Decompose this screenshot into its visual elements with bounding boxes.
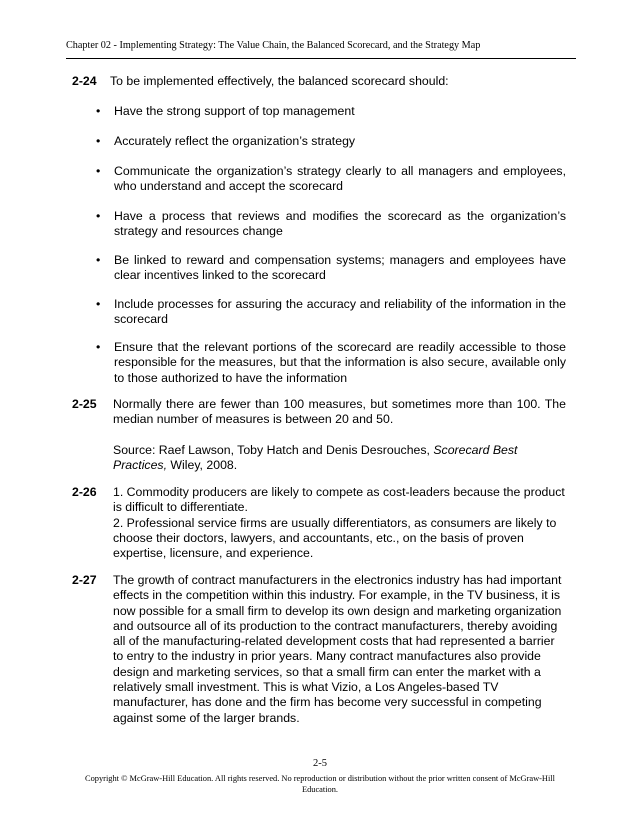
bullet-marker: •: [96, 104, 101, 118]
list-item-text: Ensure that the relevant portions of the scorecard are readily accessible to those responsible for the measures, but that the information is also secure, available only to those authorized to have the information: [114, 340, 566, 385]
question-2-25: [72, 397, 566, 473]
question-lead-text: To be implemented effectively, the balanced scorecard should:: [110, 74, 449, 88]
source-citation: [113, 443, 566, 474]
citation-publisher: Wiley, 2008.: [167, 457, 238, 472]
copyright-notice: Copyright © McGraw-Hill Education. All rights reserved. No reproduction or distribution without the prior written consent of McGraw-Hill Education.: [85, 774, 555, 794]
list-item: [72, 340, 566, 386]
header-rule: [66, 58, 576, 59]
running-header: Chapter 02 - Implementing Strategy: The Value Chain, the Balanced Scorecard, and the Strategy Map: [66, 40, 481, 51]
list-item-text: Communicate the organization’s strategy clearly to all managers and employees, who understand and accept the scorecard: [114, 164, 566, 194]
answer-paragraph: Normally there are fewer than 100 measures, but sometimes more than 100. The median number of measures is between 20 and 50.: [113, 397, 566, 427]
list-item: [72, 253, 566, 284]
citation-authors: Source: Raef Lawson, Toby Hatch and Denis Desrouches,: [113, 442, 434, 457]
question-number: 2-24: [72, 74, 97, 88]
question-number: 2-27: [72, 573, 97, 587]
bullet-marker: •: [96, 209, 101, 223]
list-item: [72, 164, 566, 195]
question-number: 2-25: [72, 397, 97, 411]
question-2-26: [72, 485, 566, 561]
list-item-text: Be linked to reward and compensation systems; managers and employees have clear incentives linked to the scorecard: [114, 253, 566, 283]
list-item: [72, 209, 566, 240]
list-item-text: Have the strong support of top management: [114, 104, 355, 118]
list-item-text: Include processes for assuring the accuracy and reliability of the information in the scorecard: [114, 297, 566, 327]
answer-paragraph: 2. Professional service firms are usually differentiators, as consumers are likely to choose their doctors, lawyers, and accountants, etc., on the basis of proven expertise, licensure, and experience.: [113, 515, 557, 561]
bullet-marker: •: [96, 253, 101, 267]
list-item: [72, 297, 566, 328]
bullet-marker: •: [96, 340, 101, 354]
question-2-27: [72, 573, 566, 726]
answer-paragraph: The growth of contract manufacturers in the electronics industry has had important effects in the competition within this industry. For example, in the TV business, it is now possible for a small firm to develop its own design and marketing organization and outsource all of its production to the contract manufacturers, thereby avoiding all of the manufacturing-related development costs that had represented a barrier to entry to the industry in prior years. Many contract manufactures also provide design and marketing services, so that a small firm can enter the market with a relatively small investment. This is what Vizio, a Los Angeles-based TV manufacturer, has done and the firm has become very successful in competing against some of the larger brands.: [113, 573, 562, 725]
list-item-text: Accurately reflect the organization’s strategy: [114, 134, 356, 148]
citation-title: Scorecard Best Practices,: [113, 442, 518, 472]
bullet-marker: •: [96, 297, 101, 311]
page-number: 2-5: [313, 758, 327, 769]
bullet-marker: •: [96, 164, 101, 178]
list-item: [72, 134, 566, 149]
question-number: 2-26: [72, 485, 97, 499]
list-item: [72, 104, 566, 119]
list-item-text: Have a process that reviews and modifies the scorecard as the organization’s strategy and resources change: [114, 209, 566, 239]
bullet-marker: •: [96, 134, 101, 148]
answer-paragraph: 1. Commodity producers are likely to compete as cost-leaders because the product is difficult to differentiate.: [113, 485, 565, 515]
